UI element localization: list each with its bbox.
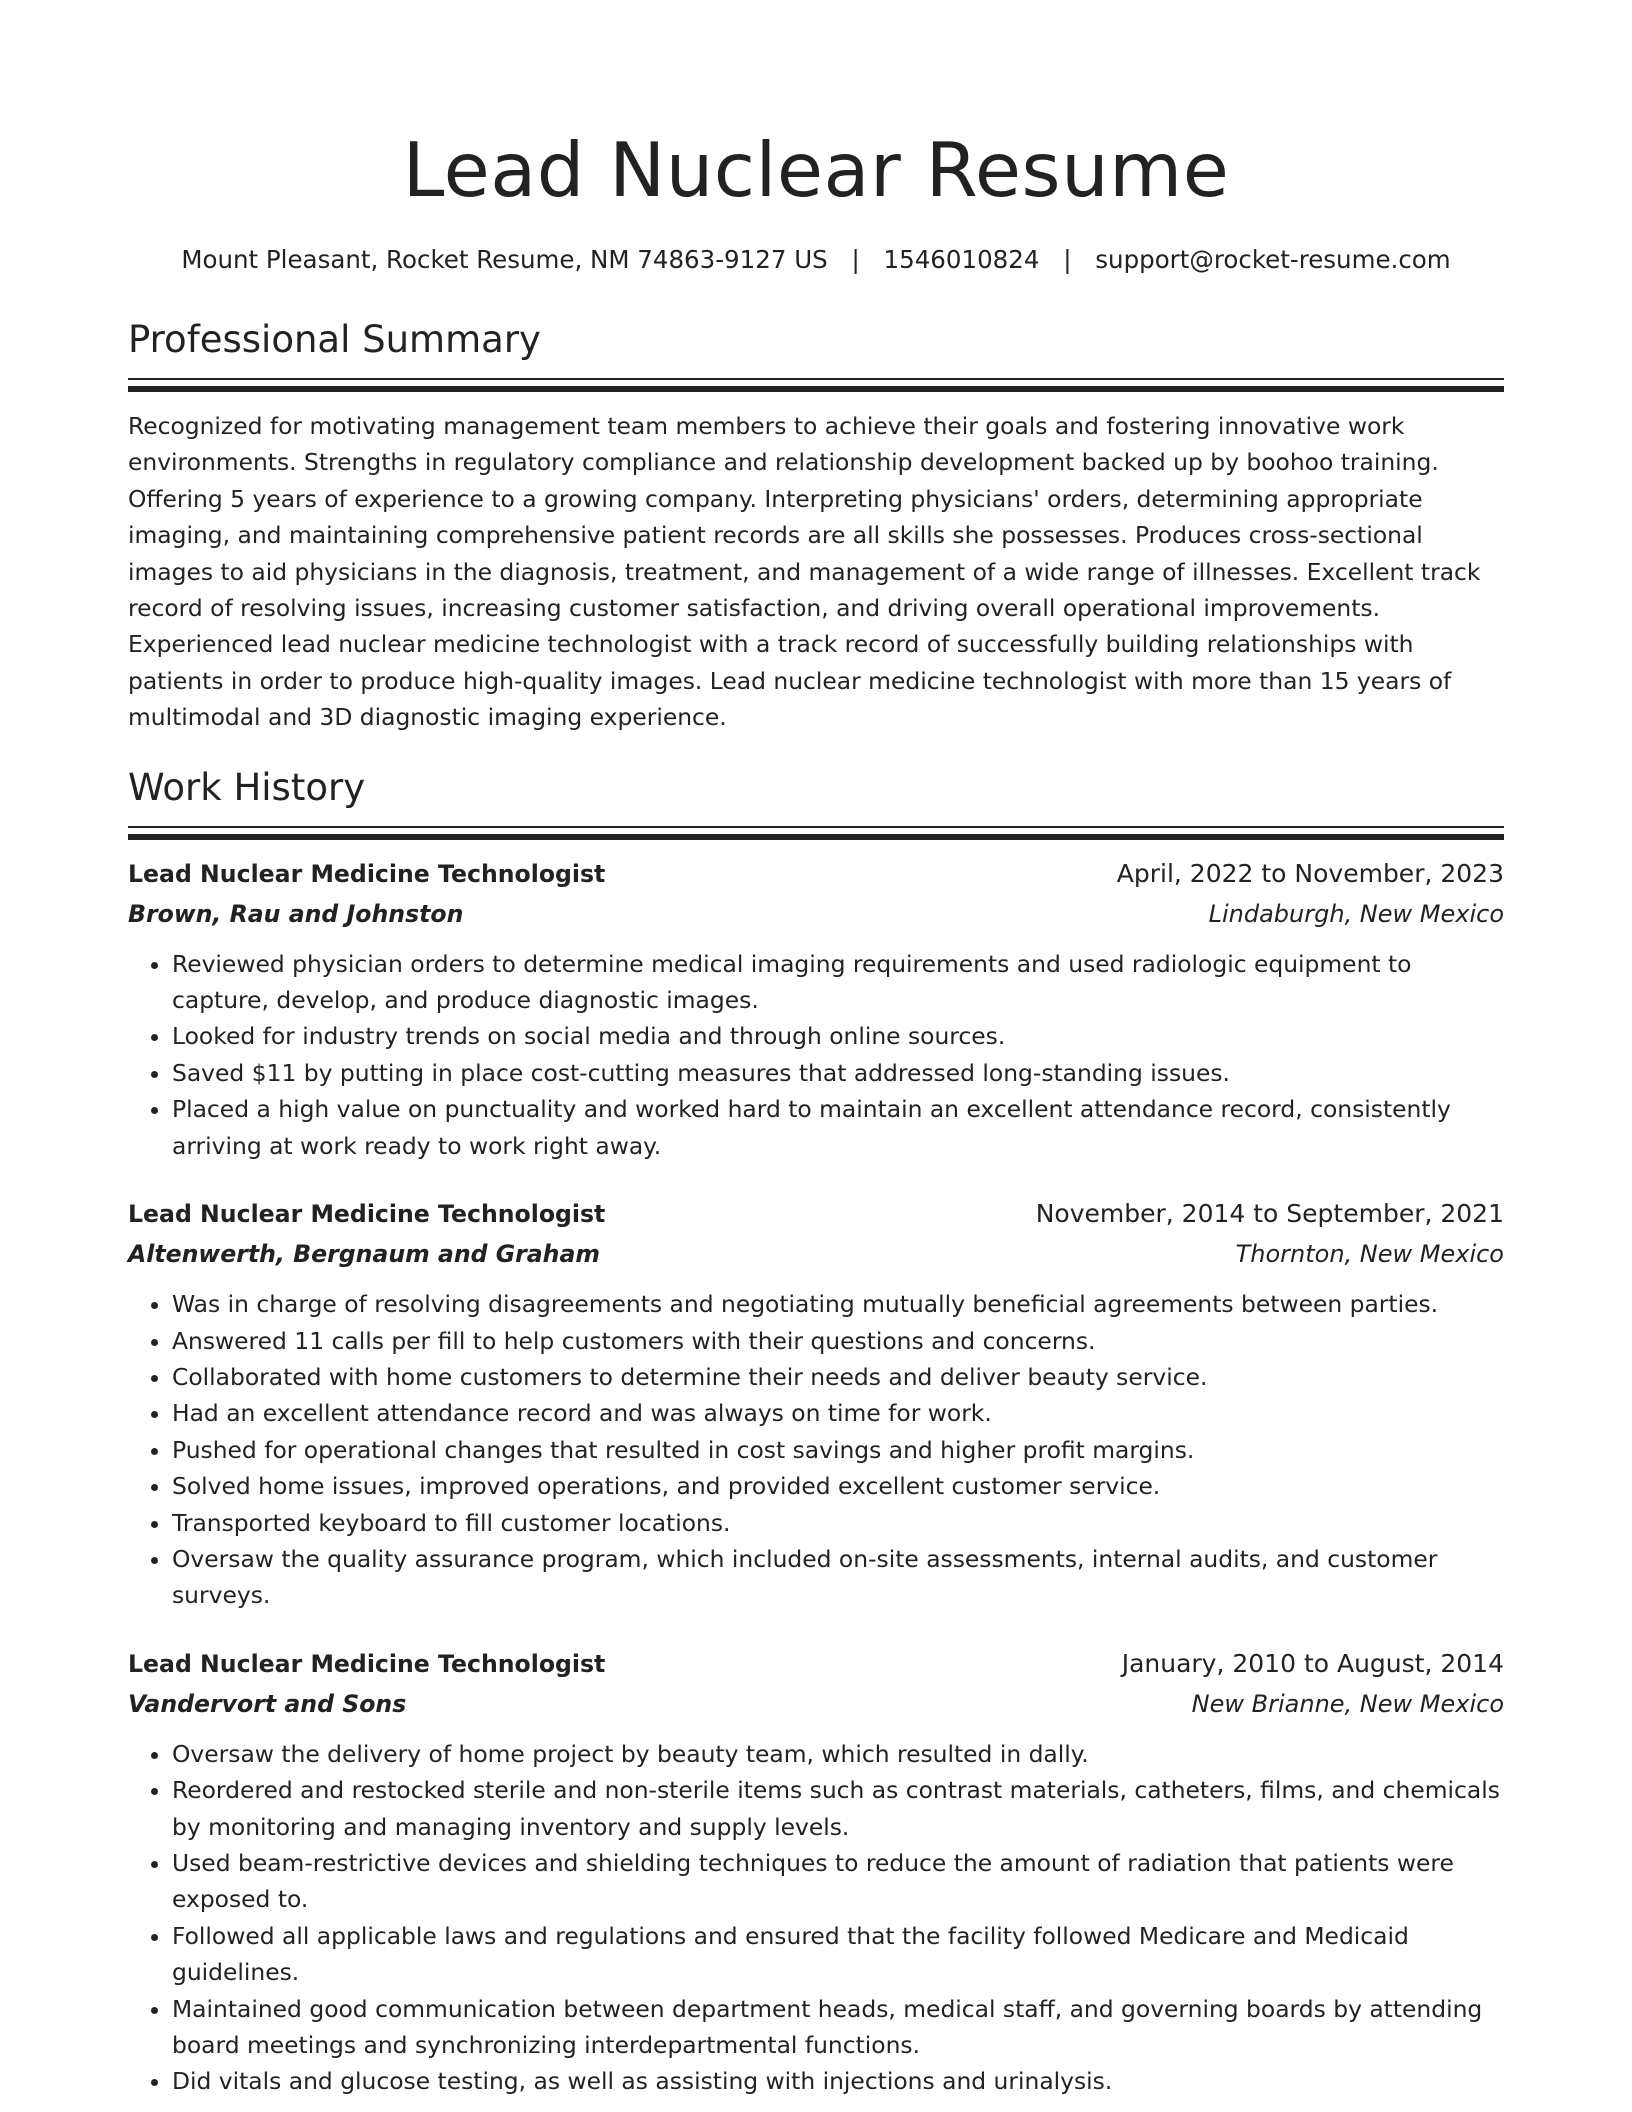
job-bullet: • Reviewed physician orders to determine medical imaging requirements and used radiologic equipment to capture, develop, and produce diagnostic images. (172, 946, 1504, 1019)
job-bullet: • Oversaw the delivery of home project by beauty team, which resulted in dally. (172, 1736, 1504, 1772)
job-company: Vandervort and Sons (128, 1689, 407, 1718)
contact-separator: | (851, 245, 860, 274)
job-bullet: • Looked for industry trends on social media and through online sources. (172, 1018, 1504, 1054)
job-company-row (128, 1684, 1504, 1724)
job-bullet: • Maintained good communication between department heads, medical staff, and governing boards by attending board meetings and synchronizing interdepartmental functions. (172, 1991, 1504, 2064)
section-rule-thick (128, 834, 1504, 840)
job-title: Lead Nuclear Medicine Technologist (128, 1200, 606, 1229)
job-location: Thornton, New Mexico (1235, 1240, 1504, 1269)
job-bullet-list (128, 1286, 1504, 1614)
work-history-section (128, 764, 1504, 2100)
job-bullet: • Placed a high value on punctuality and worked hard to maintain an excellent attendance record, consistently arriving at work ready to work right away. (172, 1091, 1504, 1164)
job-entry (128, 1644, 1504, 2100)
job-company-row (128, 1234, 1504, 1274)
job-bullet: • Transported keyboard to fill customer locations. (172, 1505, 1504, 1541)
job-bullet: • Solved home issues, improved operations, and provided excellent customer service. (172, 1468, 1504, 1504)
job-bullet: • Answered 11 calls per fill to help customers with their questions and concerns. (172, 1323, 1504, 1359)
section-rule-thick (128, 386, 1504, 392)
job-bullet: • Followed all applicable laws and regulations and ensured that the facility followed Medicare and Medicaid guidelines. (172, 1918, 1504, 1991)
job-bullet: • Pushed for operational changes that resulted in cost savings and higher profit margins. (172, 1432, 1504, 1468)
job-bullet: • Used beam-restrictive devices and shielding techniques to reduce the amount of radiation that patients were exposed to. (172, 1845, 1504, 1918)
job-entry (128, 1194, 1504, 1614)
job-bullet: • Was in charge of resolving disagreements and negotiating mutually beneficial agreements between parties. (172, 1286, 1504, 1322)
contact-phone: 1546010824 (883, 245, 1040, 274)
resume-page (128, 0, 1504, 2100)
job-location: New Brianne, New Mexico (1191, 1689, 1504, 1718)
job-entry (128, 854, 1504, 1164)
professional-summary-section (128, 316, 1504, 736)
job-bullet-list (128, 1736, 1504, 2100)
contact-separator: | (1063, 245, 1072, 274)
job-title: Lead Nuclear Medicine Technologist (128, 859, 606, 888)
section-rule (128, 378, 1504, 380)
section-title-summary: Professional Summary (128, 318, 541, 361)
job-bullet: • Collaborated with home customers to determine their needs and deliver beauty service. (172, 1359, 1504, 1395)
job-company: Brown, Rau and Johnston (128, 899, 464, 928)
section-title-work-history: Work History (128, 765, 366, 809)
job-bullet: • Saved $11 by putting in place cost-cutting measures that addressed long-standing issues. (172, 1055, 1504, 1091)
job-dates: April, 2022 to November, 2023 (1116, 858, 1504, 888)
job-location: Lindaburgh, New Mexico (1208, 899, 1504, 928)
job-bullet: • Had an excellent attendance record and was always on time for work. (172, 1395, 1504, 1431)
job-bullet: • Did vitals and glucose testing, as well as assisting with injections and urinalysis. (172, 2063, 1504, 2099)
job-list (128, 854, 1504, 2100)
job-company: Altenwerth, Bergnaum and Graham (128, 1240, 600, 1269)
job-header-row (128, 854, 1504, 894)
contact-address: Mount Pleasant, Rocket Resume, NM 74863-9127 US (181, 245, 828, 274)
job-header-row (128, 1194, 1504, 1234)
section-rule (128, 826, 1504, 828)
summary-text: Recognized for motivating management team members to achieve their goals and fostering innovative work environments. Strengths in regulatory compliance and relationship development backed up by boohoo training. Offering 5 years of experience to a growing company. Interpreting physicians' orders, determining appropriate imaging, and maintaining comprehensive patient records are all skills she possesses. Produces cross-sectional images to aid physicians in the diagnosis, treatment, and management of a wide range of illnesses. Excellent track record of resolving issues, increasing customer satisfaction, and driving overall operational improvements. Experienced lead nuclear medicine technologist with a track record of successfully building relationships with patients in order to produce high-quality images. Lead nuclear medicine technologist with more than 15 years of multimodal and 3D diagnostic imaging experience. (128, 412, 1481, 732)
job-bullet-list (128, 946, 1504, 1164)
job-bullet: • Oversaw the quality assurance program, which included on-site assessments, internal audits, and customer surveys. (172, 1541, 1504, 1614)
job-header-row (128, 1644, 1504, 1684)
resume-name: Lead Nuclear Resume (402, 126, 1230, 214)
contact-line (128, 244, 1504, 276)
job-bullet: • Reordered and restocked sterile and non-sterile items such as contrast materials, catheters, films, and chemicals by monitoring and managing inventory and supply levels. (172, 1772, 1504, 1845)
contact-email: support@rocket-resume.com (1095, 245, 1451, 274)
job-dates: November, 2014 to September, 2021 (1035, 1199, 1504, 1229)
job-title: Lead Nuclear Medicine Technologist (128, 1649, 606, 1678)
job-dates: January, 2010 to August, 2014 (1121, 1648, 1504, 1678)
job-company-row (128, 894, 1504, 934)
